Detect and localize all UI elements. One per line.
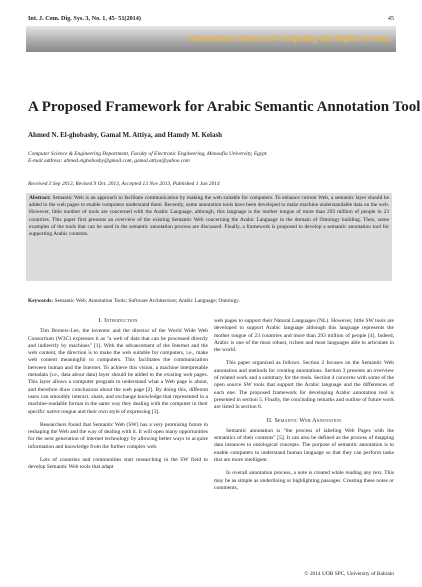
email-addresses: E-mail address: ahmed.elghobashy@gmail.com, gamal.attiya@yahoo.com <box>28 158 190 164</box>
section-title: Semantic Web Annotation <box>274 417 342 424</box>
right-column <box>214 318 394 498</box>
abstract-box <box>26 193 392 281</box>
paragraph: Researchers found that Semantic Web (SW) has a very promising future in reshaping the Web and the way of dealing with it. It will open many opportunities for the next generation of internet technology by allowing better ways to acquire information and knowledge from the further complex web. <box>28 421 208 450</box>
paragraph: Lots of countries and communities start researching in the SW field to develop Semantic Web tools that adapt <box>28 457 208 471</box>
paragraph: In overall annotation process, a note is created while reading any text. This may be as simple as underlining or highlighting passages. Creating these notes or comments, <box>214 470 394 491</box>
paper-title: A Proposed Framework for Arabic Semantic Annotation Tool <box>28 99 421 115</box>
publication-dates: Received 3 Sep 2013, Revised 9 Oct. 2013, Accepted 13 Nov 2013, Published 1 Jan 2014 <box>28 181 220 187</box>
section-number: II. <box>266 417 273 424</box>
keywords <box>28 298 240 304</box>
affiliation: Computer Science & Engineering Department, Faculty of Electronic Engineering, Menoufia University, Egypt. <box>28 151 268 157</box>
section-heading-introduction <box>28 318 208 325</box>
authors: Ahmed N. El-ghobashy, Gamal M. Attiya, and Hamdy M. Kelash <box>28 131 223 139</box>
abstract-text: Semantic Web is an approach to facilitate communication by making the web suitable for computers. To enhance current Web, a semantic layer should be added to the web pages to enable computers understand them. Recently, some annotation tools have been developed to make machine understandable data on the web. However, little number of tools are concerned with the Arabic Language, although, this language is the mother tongue of more than 293 million of people in 23 countries. This paper first presents an overview of the existing Semantic Web concerning the Arabic Language in the domain of Ontology building. Then, some examples of the tools that can be used in the semantic annotation process are discussed. Finally, a framework is proposed to develop a semantic annotation tool for supporting Arabic contents. <box>29 195 389 238</box>
copyright-footer: © 2014 UOB SPC, University of Bahrain <box>304 571 394 577</box>
journal-reference: Int. J. Com. Dig. Sys. 3, No. 1, 45- 51(2014) <box>28 15 141 22</box>
paragraph: This paper organized as follows. Section 2 focuses on the Semantic Web annotation and methods for creating annotations. Section 3 presents an overview of related work and a summary for the tools. Section 4 concerns with some of the open source SW tools that support the Arabic language and the differences of each one. The proposed framework for developing Arabic annotation tool is presented in section 5. Finally, the concluding remarks and outline of future work are listed in section 6. <box>214 360 394 411</box>
journal-name: International Journal of Computing and Digital Systems <box>188 34 390 43</box>
affiliation-block <box>28 151 398 165</box>
page-number: 45 <box>387 15 394 22</box>
section-heading-semantic-web-annotation <box>214 418 394 425</box>
keywords-text: Semantic Web; Annotation Tools; Software Architecture; Arabic Language; Ontology. <box>54 298 240 304</box>
section-number: I. <box>98 318 103 324</box>
abstract-label: Abstract: <box>29 195 51 201</box>
paragraph: Tim Berners-Lee, the inventor and the director of the World Wide Web Consortium (W3C) expresses it as "a web of data that can be processed directly and indirectly by machines" [1]. With the advancement of the Internet and the web content, the direction is to make the web suitable for computers, i.e., make web content meaningful to computers. This facilitates the communication between human and the Internet. To achieve this vision, a machine interpretable metadata (i.e., data about data) layer should be added to the existing web pages. This layer allows a computer program to understand what a Web page is about, and therefore draw conclusions about the web page [2]. By doing this, different users can smoothly interact, share, and exchange knowledge that represented in a machine-readable format in the same way they dealing with the computer in their specific native tongue and their own style of expressing [3]. <box>28 328 208 415</box>
keywords-label: Keywords: <box>28 298 54 304</box>
paragraph: Semantic annotation is "the process of labeling Web Pages with the semantics of their contents" [5]. It can also be defined as the process of mapping data instances to ontological concepts. The purpose of semantic annotation is to enable computers to understand human language so that they can perform tasks that are more intelligent. <box>214 427 394 464</box>
journal-banner <box>26 26 396 52</box>
paragraph: web pages to support their Natural Languages (NL). However, little SW tools are developed to support Arabic language although this language represents the mother tongue of 23 countries and more than 293 million of people [4]. Indeed, Arabic is one of the most robust, richest and most languages able to articulate in the world. <box>214 318 394 354</box>
section-title: Introduction <box>104 318 138 324</box>
left-column <box>28 318 208 478</box>
